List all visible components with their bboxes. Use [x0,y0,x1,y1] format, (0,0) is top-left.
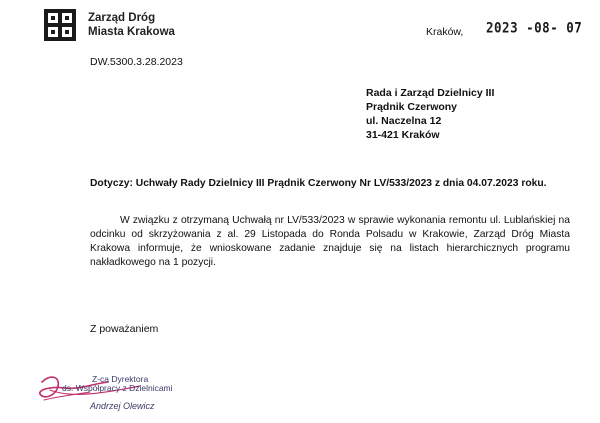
signature-title-line1: Z-ca Dyrektora [92,374,149,384]
subject-line: Dotyczy: Uchwały Rady Dzielnicy III Prądnik Czerwony Nr LV/533/2023 z dnia 04.07.2023 roku. [90,178,547,189]
org-name-line2: Miasta Krakowa [88,26,175,38]
signature-name: Andrzej Olewicz [90,401,155,411]
org-name-line1: Zarząd Dróg [88,12,156,24]
letter-body-text: W związku z otrzymaną Uchwałą nr LV/533/2023 w sprawie wykonania remontu ul. Lublańskiej na odcinku od skrzyżowania z al. 29 Listopada do Ronda Polsadu w Krakowie, Zarząd Dróg Miasta Krakowa informuje, że wnioskowane zadanie znajduje się na listach hierarchicznych programu nakładkowego na 1 pozycji. [90,215,570,268]
recipient-line4: 31-421 Kraków [366,129,440,141]
recipient-line1: Rada i Zarząd Dzielnicy III [366,87,495,99]
letter-body [90,214,570,270]
zdmk-logo-icon [44,9,76,41]
closing-phrase: Z poważaniem [90,323,159,335]
reference-number: DW.5300.3.28.2023 [90,56,183,68]
signature-title-line2: ds. Współpracy z Dzielnicami [62,383,173,393]
recipient-line2: Prądnik Czerwony [366,101,458,113]
recipient-line3: ul. Naczelna 12 [366,115,442,127]
city-label: Kraków, [426,26,464,38]
date-stamp: 2023 -08- 07 [486,18,583,37]
recipient-address [366,86,494,142]
organization-name [88,11,175,39]
